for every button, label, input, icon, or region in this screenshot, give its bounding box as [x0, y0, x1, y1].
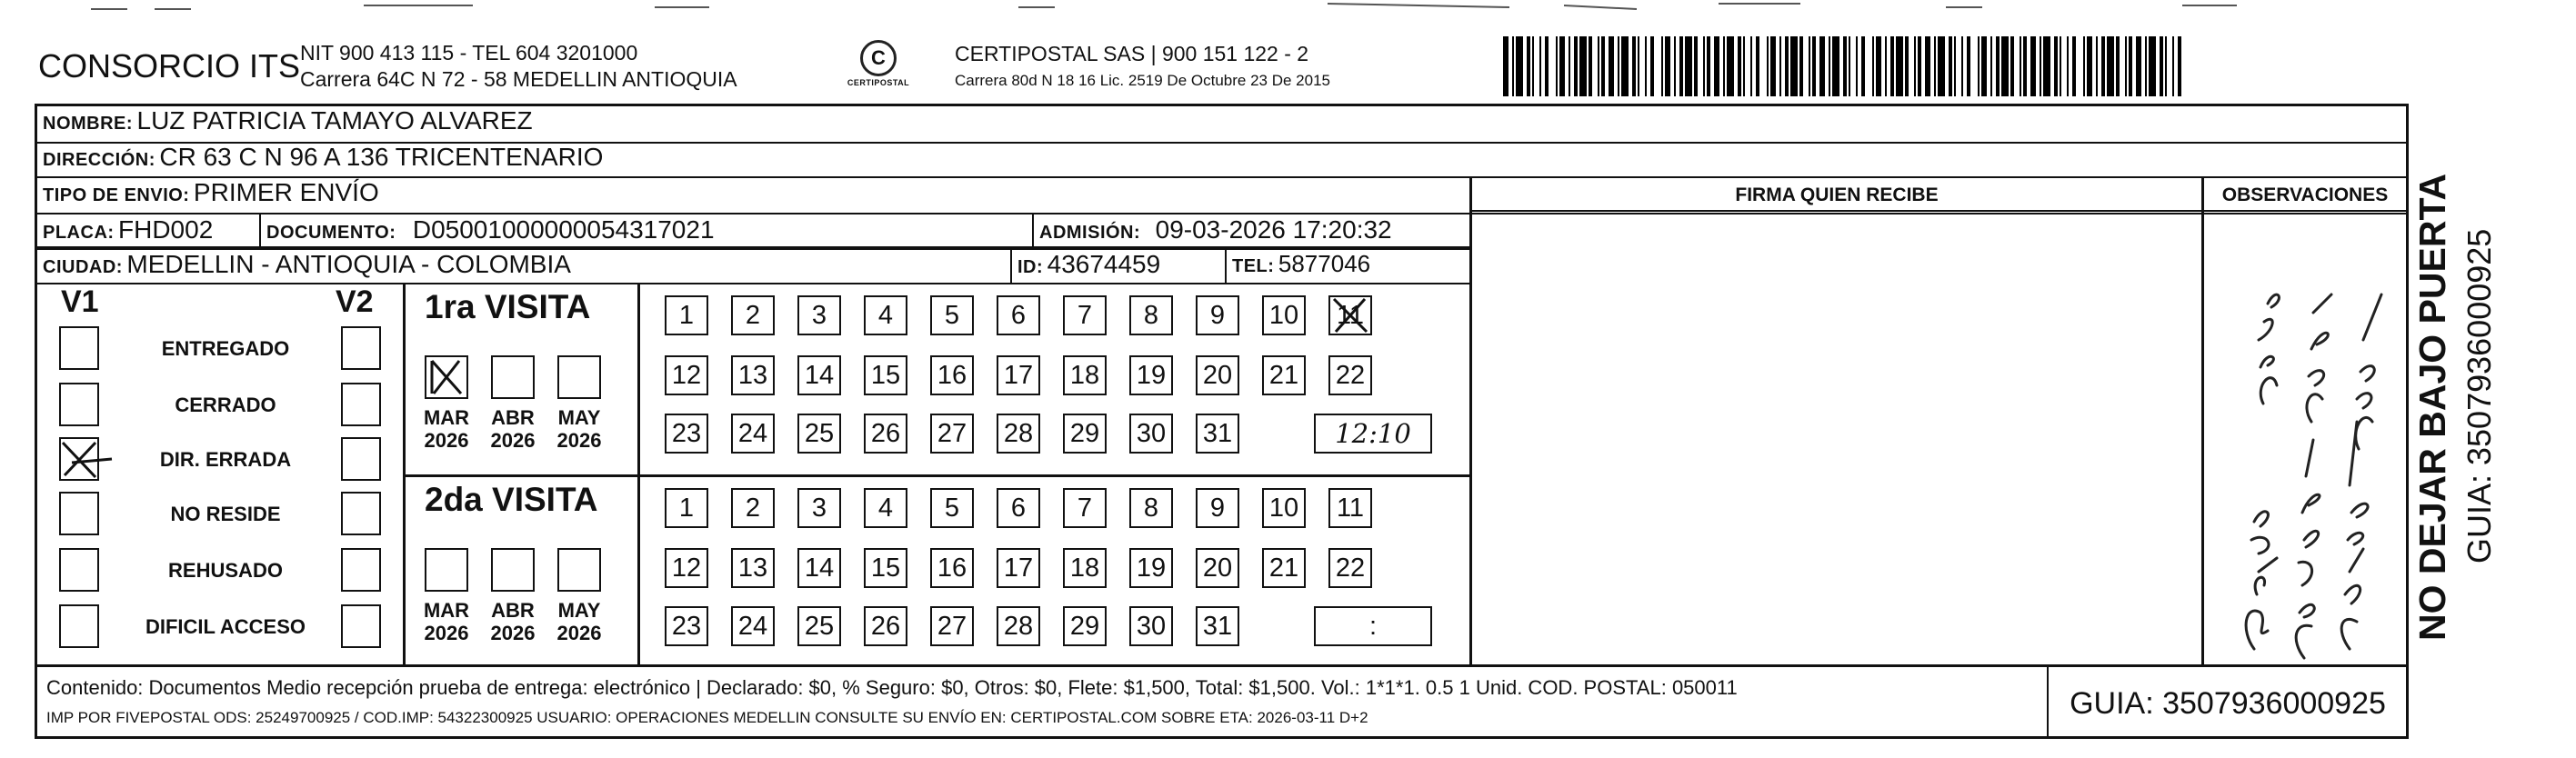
barcode-bar [2107, 36, 2114, 96]
status-v2-checkbox[interactable] [341, 326, 381, 370]
scan-edge-marks [91, 0, 2455, 13]
day-box[interactable]: 1 [665, 295, 708, 335]
status-v2-checkbox[interactable] [341, 548, 381, 592]
barcode-bar [2043, 36, 2050, 96]
barcode-bar [1503, 36, 1509, 96]
barcode-bar [1896, 36, 1903, 96]
barcode-bar [1674, 36, 1676, 96]
admision-label: ADMISIÓN: [1039, 223, 1141, 243]
status-label: DIR. ERRADA [159, 448, 292, 471]
day-box[interactable]: 18 [1063, 355, 1107, 395]
day-box[interactable]: 6 [997, 488, 1040, 528]
barcode-bar [1861, 36, 1865, 96]
admision-cell [1039, 215, 1392, 244]
barcode-bar [1556, 36, 1558, 96]
barcode-bar [1618, 36, 1619, 96]
barcode-bar [2096, 36, 2098, 96]
month-name: ABR [491, 599, 535, 622]
barcode-bar [1843, 36, 1847, 96]
barcode-bar [1872, 36, 1874, 96]
day-box[interactable]: 20 [1196, 355, 1239, 395]
day-box[interactable]: 17 [997, 355, 1040, 395]
day-box[interactable]: 12 [665, 355, 708, 395]
day-box[interactable]: 23 [665, 606, 708, 646]
visit-title: 2da VISITA [425, 481, 598, 518]
certipostal-logo-text: CERTIPOSTAL [847, 78, 910, 87]
no-dejar-bajo-puerta: NO DEJAR BAJO PUERTA [2411, 173, 2453, 641]
month-year: 2026 [556, 429, 602, 452]
barcode-bar [2101, 36, 2105, 96]
certipostal-logo-icon: C [860, 40, 897, 76]
status-label: CERRADO [175, 394, 276, 416]
barcode-bar [2172, 36, 2174, 96]
month-checkbox[interactable] [491, 548, 535, 592]
barcode-bar [2010, 36, 2014, 96]
barcode-bar [1961, 36, 1963, 96]
barcode-bar [2116, 36, 2120, 96]
day-box[interactable]: 27 [930, 414, 974, 454]
company-contact [300, 40, 737, 93]
delivery-form [35, 104, 2409, 739]
barcode-bar [1679, 36, 1683, 96]
signature-area[interactable] [1472, 213, 2201, 664]
day-box[interactable]: 5 [930, 295, 974, 335]
day-box[interactable]: 19 [1129, 355, 1173, 395]
barcode-bar [1743, 36, 1745, 96]
barcode-bar [2067, 36, 2069, 96]
placa-value: FHD002 [118, 215, 214, 244]
day-box[interactable]: 3 [797, 295, 841, 335]
placa-cell [43, 215, 213, 244]
day-box[interactable]: 15 [864, 355, 907, 395]
day-box[interactable]: 25 [797, 606, 841, 646]
barcode-bar [1829, 36, 1830, 96]
barcode-bar [1694, 36, 1698, 96]
nombre-row [43, 106, 533, 135]
barcode-bar [1621, 36, 1629, 96]
status-v1-checkbox[interactable] [59, 326, 99, 370]
id-label: ID: [1017, 257, 1044, 277]
ciudad-label: CIUDAD: [43, 257, 123, 277]
day-box[interactable]: 22 [1328, 548, 1372, 588]
day-box[interactable]: 17 [997, 548, 1040, 588]
guia-box [2047, 671, 2409, 736]
day-box[interactable]: 22 [1328, 355, 1372, 395]
day-box[interactable]: 10 [1262, 488, 1306, 528]
company-nit-line: NIT 900 413 115 - TEL 604 3201000 [300, 41, 638, 65]
barcode-bar [2040, 36, 2041, 96]
day-box[interactable]: 18 [1063, 548, 1107, 588]
status-v2-checkbox[interactable] [341, 604, 381, 648]
documento-label: DOCUMENTO: [266, 223, 396, 243]
barcode [1503, 36, 2181, 96]
month-label [550, 406, 608, 452]
barcode-bar [1589, 36, 1592, 96]
barcode-bar [2129, 36, 2132, 96]
day-box[interactable]: 24 [731, 414, 775, 454]
certipostal-info [955, 40, 1330, 95]
day-box[interactable]: 28 [997, 414, 1040, 454]
barcode-bar [1914, 36, 1916, 96]
day-box[interactable]: 20 [1196, 548, 1239, 588]
day-box[interactable]: 31 [1196, 414, 1239, 454]
barcode-bar [1632, 36, 1636, 96]
day-box[interactable]: 4 [864, 295, 907, 335]
status-label: NO RESIDE [170, 503, 281, 525]
status-v1-checkbox[interactable] [59, 383, 99, 426]
firma-header: FIRMA QUIEN RECIBE [1735, 185, 1939, 205]
barcode-bar [1723, 36, 1725, 96]
day-box[interactable]: 16 [930, 548, 974, 588]
day-box[interactable]: 12 [665, 548, 708, 588]
company-name: CONSORCIO ITS [38, 47, 301, 85]
direccion-row [43, 143, 603, 172]
month-year: 2026 [490, 622, 536, 644]
barcode-bar [2145, 36, 2147, 96]
day-box[interactable]: 29 [1063, 606, 1107, 646]
month-year: 2026 [490, 429, 536, 452]
observaciones-header: OBSERVACIONES [2221, 185, 2389, 205]
status-label: DIFICIL ACCESO [145, 615, 306, 638]
barcode-bar [1756, 36, 1759, 96]
tipo-envio-label: TIPO DE ENVIO: [43, 185, 190, 205]
barcode-bar [1978, 36, 1980, 96]
tel-cell [1232, 250, 1370, 278]
barcode-bar [1645, 36, 1647, 96]
guia-number: GUIA: 3507936000925 [2070, 686, 2386, 721]
barcode-bar [1949, 36, 1952, 96]
barcode-bar [1516, 36, 1523, 96]
barcode-bar [2136, 36, 2141, 96]
barcode-bar [1905, 36, 1909, 96]
certipostal-logo [846, 40, 911, 96]
barcode-bar [2160, 36, 2163, 96]
id-value: 43674459 [1047, 250, 1161, 278]
barcode-bar [1767, 36, 1769, 96]
barcode-bar [1539, 36, 1541, 96]
barcode-bar [1609, 36, 1614, 96]
certipostal-line: CERTIPOSTAL SAS | 900 151 122 - 2 [955, 42, 1309, 65]
barcode-bar [2087, 36, 2092, 96]
check-mark-icon [1328, 295, 1372, 335]
observations-handwriting [2204, 213, 2406, 664]
day-box[interactable]: 14 [797, 355, 841, 395]
month-name: MAR [423, 406, 470, 429]
barcode-bar [1934, 36, 1936, 96]
day-box[interactable]: 9 [1196, 488, 1239, 528]
ciudad-value: MEDELLIN - ANTIOQUIA - COLOMBIA [126, 250, 571, 278]
id-cell [1017, 250, 1160, 279]
month-name: MAR [423, 599, 470, 622]
tipo-envio-row [43, 178, 379, 207]
visit-time-box[interactable]: 12:10 [1314, 414, 1432, 454]
day-box[interactable]: 2 [731, 488, 775, 528]
tipo-envio-value: PRIMER ENVÍO [193, 178, 379, 206]
barcode-bar [1990, 36, 1992, 96]
day-box[interactable]: 31 [1196, 606, 1239, 646]
barcode-bar [1832, 36, 1839, 96]
nombre-value: LUZ PATRICIA TAMAYO ALVAREZ [136, 106, 533, 135]
barcode-bar [1790, 36, 1798, 96]
day-box[interactable]: 19 [1129, 548, 1173, 588]
day-box[interactable]: 8 [1129, 295, 1173, 335]
day-box[interactable]: 4 [864, 488, 907, 528]
day-box[interactable]: 10 [1262, 295, 1306, 335]
barcode-bar [1727, 36, 1734, 96]
day-box[interactable]: 30 [1129, 606, 1173, 646]
barcode-bar [1707, 36, 1710, 96]
status-v2-checkbox[interactable] [341, 383, 381, 426]
admision-value: 09-03-2026 17:20:32 [1155, 215, 1392, 244]
barcode-bar [1876, 36, 1881, 96]
visit-title: 1ra VISITA [425, 288, 591, 325]
barcode-bar [1812, 36, 1816, 96]
day-box[interactable]: 7 [1063, 488, 1107, 528]
status-v1-checkbox[interactable] [59, 437, 99, 481]
day-box[interactable]: 11 [1328, 295, 1372, 335]
barcode-bar [1574, 36, 1578, 96]
month-name: MAY [557, 406, 601, 429]
documento-cell [266, 215, 715, 244]
month-name: MAY [557, 599, 601, 622]
visit-time-box[interactable]: : [1314, 606, 1432, 646]
month-year: 2026 [424, 622, 469, 644]
barcode-bar [1967, 36, 1970, 96]
day-box[interactable]: 29 [1063, 414, 1107, 454]
barcode-bar [2125, 36, 2127, 96]
barcode-bar [1638, 36, 1639, 96]
day-box[interactable]: 6 [997, 295, 1040, 335]
day-box[interactable]: 5 [930, 488, 974, 528]
direccion-value: CR 63 C N 96 A 136 TRICENTENARIO [159, 143, 604, 171]
barcode-bar [1938, 36, 1945, 96]
check-mark-icon [425, 355, 468, 399]
barcode-bar [1579, 36, 1587, 96]
barcode-bar [1856, 36, 1858, 96]
barcode-bar [1750, 36, 1752, 96]
month-label [550, 599, 608, 644]
barcode-bar [1809, 36, 1810, 96]
day-box[interactable]: 16 [930, 355, 974, 395]
day-box[interactable]: 13 [731, 548, 775, 588]
barcode-bar [1598, 36, 1599, 96]
status-label: ENTREGADO [161, 337, 290, 360]
v2-header: V2 [336, 284, 374, 319]
barcode-bar [1849, 36, 1850, 96]
barcode-bar [1661, 36, 1663, 96]
barcode-bar [1996, 36, 2000, 96]
day-box[interactable]: 21 [1262, 355, 1306, 395]
footer-content-line: Contenido: Documentos Medio recepción prueba de entrega: electrónico | Declarado: $0, % Seguro: $0, Otros: $0, Flete: $1,500, Total: $1,500. Vol.: 1*1*1. 0.5 1 Unid. COD. POSTAL: 050011 [46, 676, 1738, 699]
barcode-bar [1559, 36, 1565, 96]
barcode-bar [1925, 36, 1930, 96]
check-mark-icon [59, 437, 114, 481]
barcode-bar [1512, 36, 1514, 96]
nombre-label: NOMBRE: [43, 114, 134, 134]
status-v1-checkbox[interactable] [59, 604, 99, 648]
tel-label: TEL: [1232, 256, 1275, 276]
status-v1-checkbox[interactable] [59, 492, 99, 535]
day-box[interactable]: 8 [1129, 488, 1173, 528]
month-label [417, 599, 476, 644]
day-box[interactable]: 21 [1262, 548, 1306, 588]
barcode-bar [2072, 36, 2076, 96]
barcode-bar [1532, 36, 1534, 96]
barcode-bar [1650, 36, 1654, 96]
barcode-bar [1770, 36, 1776, 96]
month-checkbox[interactable] [425, 355, 468, 399]
status-v1-checkbox[interactable] [59, 548, 99, 592]
barcode-bar [1685, 36, 1692, 96]
day-box[interactable]: 26 [864, 606, 907, 646]
status-v2-checkbox[interactable] [341, 492, 381, 535]
day-box[interactable]: 15 [864, 548, 907, 588]
side-guia-number: GUIA: 3507936000925 [2461, 228, 2498, 564]
tel-value: 5877046 [1278, 250, 1371, 277]
day-box[interactable]: 1 [665, 488, 708, 528]
barcode-bar [1819, 36, 1825, 96]
barcode-bar [1738, 36, 1741, 96]
barcode-bar [2030, 36, 2036, 96]
month-label [484, 599, 542, 644]
barcode-bar [1527, 36, 1530, 96]
status-v2-checkbox[interactable] [341, 437, 381, 481]
barcode-bar [1601, 36, 1605, 96]
barcode-bar [1545, 36, 1549, 96]
barcode-bar [2020, 36, 2021, 96]
barcode-bar [1799, 36, 1803, 96]
month-checkbox[interactable] [557, 355, 601, 399]
month-year: 2026 [556, 622, 602, 644]
barcode-bar [1785, 36, 1789, 96]
barcode-bar [1714, 36, 1719, 96]
day-box[interactable]: 30 [1129, 414, 1173, 454]
day-box[interactable]: 11 [1328, 488, 1372, 528]
barcode-bar [1569, 36, 1570, 96]
day-box[interactable]: 24 [731, 606, 775, 646]
month-checkbox[interactable] [425, 548, 468, 592]
day-box[interactable]: 14 [797, 548, 841, 588]
day-box[interactable]: 28 [997, 606, 1040, 646]
month-name: ABR [491, 406, 535, 429]
month-checkbox[interactable] [491, 355, 535, 399]
barcode-bar [2083, 36, 2085, 96]
ciudad-cell [43, 250, 571, 279]
barcode-bar [2001, 36, 2009, 96]
month-label [484, 406, 542, 452]
barcode-bar [2165, 36, 2167, 96]
barcode-bar [1665, 36, 1670, 96]
day-box[interactable]: 7 [1063, 295, 1107, 335]
barcode-bar [1954, 36, 1956, 96]
barcode-bar [2149, 36, 2156, 96]
day-box[interactable]: 9 [1196, 295, 1239, 335]
placa-label: PLACA: [43, 223, 115, 243]
barcode-bar [1890, 36, 1894, 96]
month-checkbox[interactable] [557, 548, 601, 592]
status-label: REHUSADO [168, 559, 283, 582]
barcode-bar [1885, 36, 1887, 96]
barcode-bar [2060, 36, 2061, 96]
day-box[interactable]: 3 [797, 488, 841, 528]
barcode-bar [2023, 36, 2027, 96]
day-box[interactable]: 23 [665, 414, 708, 454]
month-year: 2026 [424, 429, 469, 452]
barcode-bar [1703, 36, 1705, 96]
month-label [417, 406, 476, 452]
certipostal-license: Carrera 80d N 18 16 Lic. 2519 De Octubre 23 De 2015 [955, 72, 1330, 89]
barcode-bar [2054, 36, 2058, 96]
barcode-bar [1981, 36, 1987, 96]
barcode-bar [1918, 36, 1921, 96]
v1-header: V1 [61, 284, 99, 319]
day-box[interactable]: 13 [731, 355, 775, 395]
day-box[interactable]: 26 [864, 414, 907, 454]
day-box[interactable]: 27 [930, 606, 974, 646]
documento-value: D05001000000054317021 [412, 215, 715, 244]
barcode-bar [1779, 36, 1781, 96]
day-box[interactable]: 25 [797, 414, 841, 454]
barcode-bar [2178, 36, 2181, 96]
footer-imp-line: IMP POR FIVEPOSTAL ODS: 25249700925 / COD.IMP: 54322300925 USUARIO: OPERACIONES MEDELLIN CONSULTE SU ENVÍO EN: CERTIPOSTAL.COM SOBRE ETA: 2026-03-11 D+2 [46, 709, 1368, 726]
direccion-label: DIRECCIÓN: [43, 150, 155, 170]
company-address-line: Carrera 64C N 72 - 58 MEDELLIN ANTIOQUIA [300, 67, 737, 91]
day-box[interactable]: 2 [731, 295, 775, 335]
